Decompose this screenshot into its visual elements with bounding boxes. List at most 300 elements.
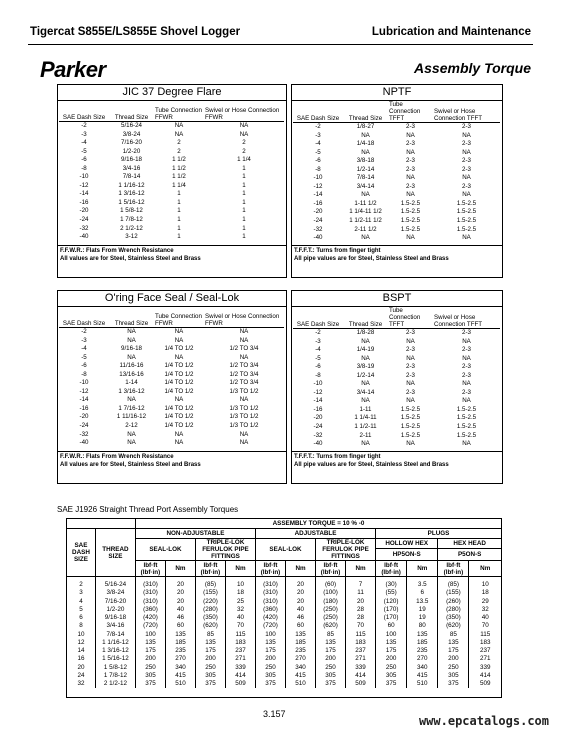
table-cell: 1 bbox=[242, 216, 246, 224]
table-cell: 2-12 bbox=[125, 422, 138, 430]
table-cell: -32 bbox=[79, 224, 89, 232]
table-cell: 1/4 TO 1/2 bbox=[164, 370, 194, 378]
table-row bbox=[293, 363, 500, 372]
table-cell: NA bbox=[239, 328, 249, 335]
unit-lbf-header: lbf·ft (lbf·in) bbox=[256, 561, 286, 577]
panel-table bbox=[293, 101, 500, 243]
table-cell: 2 bbox=[242, 139, 246, 147]
table-cell: NA bbox=[239, 396, 249, 404]
table-cell: 414 bbox=[469, 672, 502, 680]
seal-lok-adj-header: SEAL-LOK bbox=[256, 539, 316, 561]
table-cell: 2-3 bbox=[462, 165, 471, 173]
table-cell: NA bbox=[174, 130, 184, 138]
unit-lbf-header: lbf·ft (lbf·in) bbox=[195, 561, 225, 577]
table-row bbox=[293, 380, 500, 389]
panel-note-materials: All pipe values are for Steel, Stainless Steel and Brass bbox=[294, 462, 449, 468]
table-cell: -20 bbox=[79, 207, 89, 215]
column-header: Swivel or Hose Connection TFFT bbox=[433, 101, 500, 123]
table-cell: 135 bbox=[376, 639, 407, 647]
table-cell: 2 bbox=[177, 139, 181, 147]
panel-title: O'ring Face Seal / Seal-Lok bbox=[58, 291, 286, 307]
table-cell: 1.5-2.5 bbox=[456, 431, 477, 439]
table-cell: 1/4 TO 1/2 bbox=[164, 387, 194, 395]
table-row bbox=[67, 589, 502, 597]
unit-nm-header: Nm bbox=[225, 561, 255, 577]
column-header: SAE Dash Size bbox=[59, 307, 109, 328]
column-header: Swivel or Hose Connection TFFT bbox=[433, 307, 500, 329]
table-cell: 1/4 TO 1/2 bbox=[164, 422, 194, 430]
table-cell: 375 bbox=[376, 680, 407, 688]
table-cell: -24 bbox=[313, 217, 323, 225]
panel-note-abbrev: F.F.W.R.: Flats From Wrench Resistance bbox=[60, 454, 174, 460]
table-cell: -2 bbox=[81, 122, 87, 129]
triple-lok-adj-header: TRIPLE-LOK FERULOK PIPE FITTINGS bbox=[316, 539, 376, 561]
table-cell: 16 bbox=[67, 655, 96, 663]
table-cell: 1.5-2.5 bbox=[400, 405, 421, 413]
table-cell: 1/4 TO 1/2 bbox=[164, 345, 194, 353]
table-cell: 40 bbox=[165, 606, 195, 614]
table-cell: 70 bbox=[346, 622, 376, 630]
table-cell: -14 bbox=[79, 396, 89, 404]
table-cell: -5 bbox=[315, 354, 321, 362]
table-row bbox=[59, 156, 284, 165]
column-header: Tube Connection TFFT bbox=[388, 307, 433, 329]
table-cell: 20 bbox=[165, 589, 195, 597]
column-header: SAE Dash Size bbox=[293, 307, 343, 329]
table-cell: 3-12 bbox=[125, 233, 138, 241]
table-cell: 1 bbox=[177, 233, 181, 241]
table-row bbox=[67, 614, 502, 622]
table-cell: 1/4 TO 1/2 bbox=[164, 404, 194, 412]
table-cell: 1/2 TO 3/4 bbox=[229, 379, 259, 387]
table-cell: 32 bbox=[469, 606, 502, 614]
table-cell: 135 bbox=[438, 639, 469, 647]
table-row bbox=[67, 639, 502, 647]
table-cell: -2 bbox=[81, 328, 87, 335]
table-cell: 13.5 bbox=[407, 598, 438, 606]
table-cell: NA bbox=[127, 396, 136, 404]
panel-note-abbrev: F.F.W.R.: Flats From Wrench Resistance bbox=[60, 248, 174, 254]
table-cell: 7 bbox=[346, 581, 376, 589]
table-cell: (620) bbox=[438, 622, 469, 630]
table-cell: 2 1/2-12 bbox=[95, 680, 135, 688]
table-cell: 1-11 1/2 bbox=[354, 199, 377, 207]
table-cell: -4 bbox=[81, 345, 87, 353]
panel-title: BSPT bbox=[292, 291, 502, 307]
table-cell: (720) bbox=[135, 622, 165, 630]
table-row bbox=[293, 132, 500, 141]
table-cell: 20 bbox=[286, 581, 316, 589]
table-cell: -16 bbox=[313, 405, 323, 413]
table-cell: -24 bbox=[313, 423, 323, 431]
table-cell: NA bbox=[127, 353, 136, 361]
table-cell: 60 bbox=[165, 622, 195, 630]
table-cell: NA bbox=[361, 131, 370, 139]
table-cell: 20 bbox=[67, 664, 96, 672]
header-rule bbox=[28, 44, 533, 45]
table-cell: 375 bbox=[135, 680, 165, 688]
table-cell: -16 bbox=[79, 404, 89, 412]
panel-bspt bbox=[291, 290, 503, 484]
table-cell: 85 bbox=[195, 631, 225, 639]
table-cell: 250 bbox=[135, 664, 165, 672]
table-cell: 1 bbox=[242, 164, 246, 172]
table-cell: -6 bbox=[81, 362, 87, 370]
table-cell: 1 bbox=[177, 190, 181, 198]
table-cell: 1/4 TO 1/2 bbox=[164, 379, 194, 387]
table-cell: 235 bbox=[286, 647, 316, 655]
brand-logo: Parker bbox=[40, 57, 106, 82]
table-cell: NA bbox=[406, 337, 415, 345]
table-cell: -2 bbox=[315, 123, 321, 130]
table-row bbox=[59, 139, 284, 148]
table-cell: 510 bbox=[286, 680, 316, 688]
table-cell: 1 7/8-12 bbox=[120, 216, 143, 224]
table-cell: 2-3 bbox=[462, 371, 471, 379]
table-cell: 1 bbox=[242, 181, 246, 189]
table-cell: -5 bbox=[315, 148, 321, 156]
table-cell: 339 bbox=[469, 664, 502, 672]
table-cell: NA bbox=[462, 148, 471, 156]
table-cell: 4 bbox=[67, 598, 96, 606]
table-cell: 115 bbox=[346, 631, 376, 639]
table-cell: 183 bbox=[225, 639, 255, 647]
table-row bbox=[67, 664, 502, 672]
table-cell: 509 bbox=[225, 680, 255, 688]
table-cell: 2-3 bbox=[406, 123, 415, 130]
table-cell: 183 bbox=[469, 639, 502, 647]
table-cell: NA bbox=[462, 397, 471, 405]
table-cell: 375 bbox=[316, 680, 346, 688]
table-cell: 135 bbox=[195, 639, 225, 647]
table-cell: 339 bbox=[225, 664, 255, 672]
table-cell: 9/16-18 bbox=[95, 614, 135, 622]
table-cell: NA bbox=[174, 353, 184, 361]
table-cell: 250 bbox=[316, 664, 346, 672]
table-cell: -12 bbox=[79, 387, 89, 395]
table-row bbox=[59, 207, 284, 216]
panel-title: NPTF bbox=[292, 85, 502, 101]
table-cell: 175 bbox=[376, 647, 407, 655]
table-cell: (85) bbox=[195, 581, 225, 589]
table-cell: 1 1/4-11 1/2 bbox=[349, 208, 382, 216]
table-cell: (120) bbox=[376, 598, 407, 606]
table-row bbox=[59, 122, 284, 131]
assembly-torque-header: ASSEMBLY TORQUE = 10 % -0 bbox=[135, 519, 501, 529]
table-cell: 2-3 bbox=[406, 182, 415, 190]
table-cell: 3/8-18 bbox=[356, 157, 375, 165]
table-row bbox=[67, 655, 502, 663]
table-cell: 2-3 bbox=[406, 329, 415, 336]
table-cell: 6 bbox=[407, 589, 438, 597]
unit-nm-header: Nm bbox=[346, 561, 376, 577]
table-row bbox=[293, 397, 500, 406]
table-cell: 270 bbox=[165, 655, 195, 663]
table-cell: 1.5-2.5 bbox=[400, 199, 421, 207]
table-cell: 1 5/8-12 bbox=[95, 664, 135, 672]
table-cell: 1 1/2-11 bbox=[354, 423, 377, 431]
column-header: SAE Dash Size bbox=[59, 101, 109, 122]
table-cell: 5 bbox=[67, 606, 96, 614]
table-cell: 10 bbox=[67, 631, 96, 639]
table-cell: 509 bbox=[469, 680, 502, 688]
table-row bbox=[59, 371, 284, 380]
table-cell: 1 1/2 bbox=[172, 173, 186, 181]
table-cell: 183 bbox=[346, 639, 376, 647]
table-cell: 1 5/8-12 bbox=[120, 207, 143, 215]
table-cell: -3 bbox=[81, 336, 87, 344]
table-row bbox=[59, 328, 284, 337]
table-cell: 11/16-16 bbox=[119, 362, 144, 370]
table-row bbox=[293, 329, 500, 338]
table-cell: 200 bbox=[316, 655, 346, 663]
table-cell: 414 bbox=[346, 672, 376, 680]
unit-lbf-header: lbf·ft (lbf·in) bbox=[135, 561, 165, 577]
table-cell: 135 bbox=[316, 639, 346, 647]
table-cell: 135 bbox=[135, 639, 165, 647]
table-cell: 1/3 TO 1/2 bbox=[229, 413, 259, 421]
table-cell: 2-3 bbox=[406, 157, 415, 165]
table-cell: NA bbox=[127, 336, 136, 344]
table-cell: 60 bbox=[376, 622, 407, 630]
table-cell: 1 bbox=[242, 233, 246, 241]
table-cell: NA bbox=[462, 174, 471, 182]
table-cell: 250 bbox=[195, 664, 225, 672]
table-row bbox=[293, 389, 500, 398]
document-title: Tigercat S855E/LS855E Shovel Logger bbox=[30, 26, 241, 38]
table-cell: 2-3 bbox=[462, 388, 471, 396]
table-cell: 1.5-2.5 bbox=[456, 414, 477, 422]
table-cell: 270 bbox=[286, 655, 316, 663]
table-cell: 2-3 bbox=[406, 140, 415, 148]
table-cell: 237 bbox=[346, 647, 376, 655]
table-cell: (360) bbox=[135, 606, 165, 614]
plugs-header: PLUGS bbox=[376, 529, 502, 539]
table-cell: 2-3 bbox=[462, 157, 471, 165]
table-cell: 375 bbox=[438, 680, 469, 688]
p5on-header: P5ON-S bbox=[438, 549, 502, 561]
table-cell: 32 bbox=[67, 680, 96, 688]
table-cell: 2-3 bbox=[406, 346, 415, 354]
table-cell: 19 bbox=[407, 614, 438, 622]
table-cell: -20 bbox=[313, 208, 323, 216]
table-cell: 1 bbox=[242, 198, 246, 206]
table-row bbox=[293, 414, 500, 423]
table-row bbox=[293, 355, 500, 364]
unit-lbf-header: lbf·ft (lbf·in) bbox=[316, 561, 346, 577]
table-cell: -16 bbox=[313, 199, 323, 207]
table-cell: -12 bbox=[313, 388, 323, 396]
table-cell: 510 bbox=[165, 680, 195, 688]
table-cell: 200 bbox=[195, 655, 225, 663]
table-cell: 20 bbox=[286, 589, 316, 597]
table-row bbox=[59, 131, 284, 140]
table-cell: 13/16-16 bbox=[119, 370, 144, 378]
table-cell: (310) bbox=[256, 589, 286, 597]
table-cell: 175 bbox=[256, 647, 286, 655]
table-cell: (260) bbox=[438, 598, 469, 606]
table-cell: 20 bbox=[346, 598, 376, 606]
table-cell: 185 bbox=[407, 639, 438, 647]
table-cell: NA bbox=[174, 336, 184, 344]
table-cell: 6 bbox=[67, 614, 96, 622]
table-cell: -2 bbox=[315, 329, 321, 336]
table-cell: (170) bbox=[376, 606, 407, 614]
table-cell: 24 bbox=[67, 672, 96, 680]
table-cell: NA bbox=[406, 131, 415, 139]
table-cell: 18 bbox=[225, 589, 255, 597]
table-cell: 375 bbox=[256, 680, 286, 688]
table-row bbox=[59, 190, 284, 199]
panel-table bbox=[59, 101, 284, 242]
table-cell: 175 bbox=[195, 647, 225, 655]
table-row bbox=[67, 672, 502, 680]
table-row bbox=[293, 432, 500, 441]
table-cell: 115 bbox=[469, 631, 502, 639]
table-cell: 305 bbox=[195, 672, 225, 680]
table-cell: 70 bbox=[469, 622, 502, 630]
table-row bbox=[293, 234, 500, 243]
table-cell: -40 bbox=[79, 439, 89, 447]
table-cell: 7/8-14 bbox=[122, 173, 141, 181]
table-cell: 25 bbox=[225, 598, 255, 606]
table-cell: 2-11 bbox=[359, 431, 372, 439]
table-cell: 200 bbox=[135, 655, 165, 663]
table-cell: (620) bbox=[316, 622, 346, 630]
table-row bbox=[67, 631, 502, 639]
table-row bbox=[293, 406, 500, 415]
panel-note-materials: All values are for Steel, Stainless Steel and Brass bbox=[60, 462, 201, 468]
table-cell: 1 bbox=[242, 207, 246, 215]
table-cell: 200 bbox=[376, 655, 407, 663]
table-cell: 3/4-16 bbox=[95, 622, 135, 630]
table-row bbox=[67, 622, 502, 630]
table-cell: 1.5-2.5 bbox=[400, 225, 421, 233]
table-cell: 235 bbox=[165, 647, 195, 655]
table-cell: NA bbox=[406, 191, 415, 199]
table-cell: 1 bbox=[177, 224, 181, 232]
table-cell: NA bbox=[239, 439, 249, 447]
unit-nm-header: Nm bbox=[165, 561, 195, 577]
table-cell: 2 bbox=[67, 581, 96, 589]
table-cell: 250 bbox=[256, 664, 286, 672]
table-cell: NA bbox=[462, 337, 471, 345]
table-row bbox=[59, 362, 284, 371]
table-row bbox=[293, 183, 500, 192]
panel-note-materials: All values are for Steel, Stainless Steel and Brass bbox=[60, 256, 201, 262]
table-cell: (310) bbox=[135, 598, 165, 606]
table-row bbox=[293, 191, 500, 200]
table-cell: 29 bbox=[469, 598, 502, 606]
column-header: Thread Size bbox=[343, 307, 388, 329]
table-cell: 1/3 TO 1/2 bbox=[229, 404, 259, 412]
table-cell: NA bbox=[361, 234, 370, 242]
table-cell: 3/4-14 bbox=[356, 182, 375, 190]
table-cell: -32 bbox=[313, 225, 323, 233]
sae-torque-table bbox=[66, 518, 502, 688]
table-cell: 5/16-24 bbox=[95, 581, 135, 589]
panel-table bbox=[59, 307, 284, 448]
table-cell: -14 bbox=[79, 190, 89, 198]
table-cell: NA bbox=[127, 430, 136, 438]
table-cell: 135 bbox=[256, 639, 286, 647]
table-cell: 1-14 bbox=[125, 379, 138, 387]
table-cell: NA bbox=[361, 337, 370, 345]
column-header: Thread Size bbox=[109, 101, 154, 122]
note-divider bbox=[58, 245, 286, 246]
table-cell: 1/2-20 bbox=[95, 606, 135, 614]
table-cell: 1-11 bbox=[359, 405, 372, 413]
table-cell: 2 bbox=[242, 147, 246, 155]
table-cell: 1/8-28 bbox=[356, 329, 375, 336]
table-cell: 2-3 bbox=[462, 182, 471, 190]
table-cell: NA bbox=[174, 439, 184, 447]
column-header: Thread Size bbox=[109, 307, 154, 328]
table-cell: -8 bbox=[315, 165, 321, 173]
table-row bbox=[293, 140, 500, 149]
table-cell: NA bbox=[239, 336, 249, 344]
table-cell: 1.5-2.5 bbox=[456, 199, 477, 207]
unit-lbf-header: lbf·ft (lbf·in) bbox=[438, 561, 469, 577]
note-divider bbox=[292, 245, 502, 246]
table-cell: 1.5-2.5 bbox=[400, 431, 421, 439]
table-cell: NA bbox=[174, 396, 184, 404]
table-row bbox=[59, 379, 284, 388]
table-cell: -40 bbox=[313, 234, 323, 242]
table-cell: 1/4-19 bbox=[356, 346, 375, 354]
table-row bbox=[293, 423, 500, 432]
table-cell: 415 bbox=[165, 672, 195, 680]
table-cell: 7/16-20 bbox=[121, 139, 142, 147]
note-divider bbox=[292, 451, 502, 452]
table-cell: NA bbox=[361, 148, 370, 156]
table-cell: (155) bbox=[195, 589, 225, 597]
table-cell: 185 bbox=[286, 639, 316, 647]
table-cell: 1.5-2.5 bbox=[456, 217, 477, 225]
table-cell: 415 bbox=[407, 672, 438, 680]
table-cell: 271 bbox=[469, 655, 502, 663]
table-cell: 80 bbox=[407, 622, 438, 630]
table-cell: -8 bbox=[315, 371, 321, 379]
table-cell: -10 bbox=[79, 379, 89, 387]
table-cell: 1 1/4 bbox=[172, 181, 186, 189]
table-row bbox=[67, 606, 502, 614]
table-cell: 1.5-2.5 bbox=[400, 414, 421, 422]
table-cell: -5 bbox=[81, 147, 87, 155]
table-cell: -4 bbox=[315, 140, 321, 148]
table-cell: 1 bbox=[242, 173, 246, 181]
table-cell: -24 bbox=[79, 216, 89, 224]
table-cell: 340 bbox=[165, 664, 195, 672]
table-cell: 237 bbox=[225, 647, 255, 655]
table-cell: 1 1/16-12 bbox=[95, 639, 135, 647]
table-cell: 40 bbox=[286, 606, 316, 614]
section-title: Lubrication and Maintenance bbox=[371, 26, 531, 38]
table-cell: 20 bbox=[165, 581, 195, 589]
table-cell: 1 1/2-11 1/2 bbox=[349, 217, 382, 225]
table-row bbox=[59, 388, 284, 397]
table-cell: NA bbox=[361, 354, 370, 362]
table-row bbox=[293, 372, 500, 381]
table-row bbox=[293, 123, 500, 132]
table-cell: NA bbox=[462, 234, 471, 242]
table-cell: 2 bbox=[177, 147, 181, 155]
triple-lok-header: TRIPLE-LOK FERULOK PIPE FITTINGS bbox=[195, 539, 255, 561]
table-cell: (30) bbox=[376, 581, 407, 589]
table-cell: 1/4-18 bbox=[356, 140, 375, 148]
table-cell: NA bbox=[406, 234, 415, 242]
table-cell: 200 bbox=[256, 655, 286, 663]
